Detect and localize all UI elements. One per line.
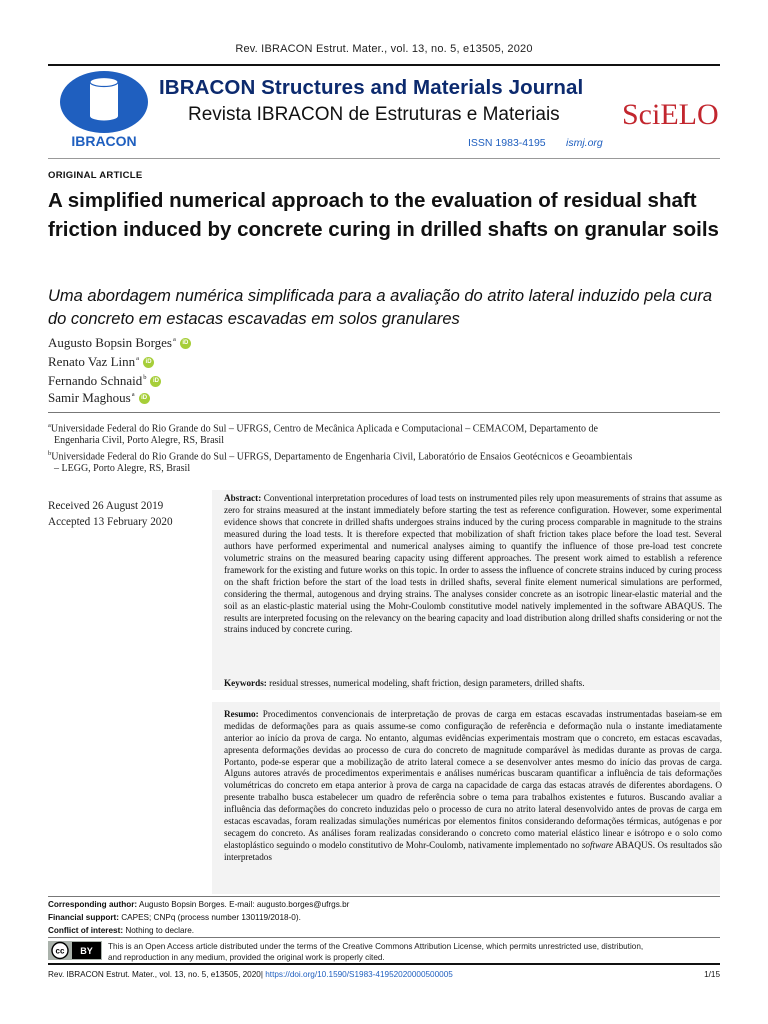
creative-commons-icon[interactable] (48, 941, 102, 960)
conflict-note (48, 926, 194, 935)
author-name[interactable]: Augusto Bopsin Borges (48, 335, 172, 350)
affiliation-mark: a (48, 422, 51, 429)
funding-note (48, 913, 301, 922)
header-rule (48, 64, 720, 66)
funding-text: CAPES; CNPq (process number 130119/2018-0). (121, 913, 301, 922)
author-name[interactable]: Renato Vaz Linn (48, 354, 136, 369)
journal-title: IBRACON Structures and Materials Journal (159, 76, 584, 99)
resumo-text: Procedimentos convencionais de interpretação de provas de carga em estacas escavadas instrumentadas baseiam-se em medidas de deformações para as quais assume-se como configuração de referência e deformação nula o instante imediatamente anterior ao início da prova de carga. No entanto, algumas evidências experimentais mostram que o concreto, em estacas escavadas, apresenta deformações devidas ao processo de cura do concreto de magnitude comparável às medidas durante as provas de carga. Portanto, pode-se esperar que a mobilização de atrito lateral comece a se desenvolver antes mesmo do início das provas de carga. Alguns autores através de procedimentos experimentais e análises numéricas buscaram quantificar a influência de tais deformações volumétricas do concreto em etapa anterior à prova de carga na capacidade de carga das estacas através de diferentes abordagens. O presente trabalho busca estabelecer um quadro de referência sobre o tema para trabalhos existentes e futuros. Buscando avaliar a influência das deformações do concreto induzidas pelo o processo de cura no atrito lateral desenvolvido antes de provas de carga em estacas escavadas, foram realizadas simulações numéricas por elementos finitos considerando deformações térmicas, autógenas e por secagem do concreto. As análises foram realizadas considerando o concreto como material elástico linear e isótropo e o solo como elastoplástico seguindo o modelo constitutivo de Mohr-Coulomb, nativamente implementado no (224, 709, 722, 850)
resumo (224, 709, 722, 895)
resumo-italic-word: software (581, 839, 614, 850)
notes-rule (48, 896, 720, 897)
abstract (224, 493, 722, 636)
journal-url-link[interactable]: ismj.org (566, 137, 603, 149)
journal-subtitle: Revista IBRACON de Estruturas e Materiais (188, 104, 560, 125)
orcid-icon[interactable]: iD (143, 357, 154, 368)
resumo-text-end: ABAQUS. Os resultados são interpretados (224, 839, 722, 862)
funding-label: Financial support: (48, 913, 119, 922)
affiliation-text: Universidade Federal do Rio Grande do Sul – UFRGS, Centro de Mecânica Aplicada e Computacional – CEMACOM, Departamento de (50, 423, 598, 435)
conflict-text: Nothing to declare. (125, 926, 195, 935)
affiliation-text: Universidade Federal do Rio Grande do Sul – UFRGS, Departamento de Engenharia Civil, Laboratório de Ensaios Geotécnicos e Geoambientais (51, 451, 633, 463)
affiliation-text: – LEGG, Porto Alegre, RS, Brasil (54, 463, 191, 475)
by-logo-text: BY (80, 946, 93, 956)
article-dates (48, 498, 173, 530)
keywords (224, 678, 722, 688)
accepted-date: Accepted 13 February 2020 (48, 516, 173, 528)
author-name[interactable]: Samir Maghous (48, 390, 131, 405)
doi-link[interactable]: https://doi.org/10.1590/S1983-41952020000500005 (265, 970, 453, 979)
author-name[interactable]: Fernando Schnaid (48, 373, 143, 388)
author (48, 335, 191, 351)
corresponding-label: Corresponding author: (48, 900, 138, 909)
orcid-icon[interactable]: iD (139, 393, 150, 404)
footer-rule (48, 963, 720, 965)
license-text (108, 941, 720, 963)
abstract-label: Abstract: (224, 493, 262, 503)
corresponding-author-note (48, 900, 349, 909)
author-affiliation-mark: b (143, 373, 147, 381)
affiliation (48, 420, 720, 447)
article-title: A simplified numerical approach to the evaluation of residual shaft friction induced by concrete curing in drilled shafts on granular soils (48, 189, 719, 241)
running-header: Rev. IBRACON Estrut. Mater., vol. 13, no. 5, e13505, 2020 (235, 43, 533, 55)
issn: ISSN 1983-4195 (468, 137, 546, 149)
keywords-text: residual stresses, numerical modeling, shaft friction, design parameters, drilled shafts. (269, 678, 585, 688)
page-number: 1/15 (704, 970, 720, 979)
author-affiliation-mark: a (136, 354, 140, 362)
received-date: Received 26 August 2019 (48, 500, 164, 512)
keywords-label: Keywords: (224, 678, 267, 688)
author (48, 373, 161, 389)
corresponding-text[interactable]: Augusto Bopsin Borges. E-mail: augusto.borges@ufrgs.br (138, 900, 350, 909)
cc-logo-text: cc (55, 946, 65, 956)
ibracon-logo-text: IBRACON (71, 133, 137, 149)
author (48, 390, 150, 406)
license-line: and reproduction in any medium, provided the original work is properly cited. (108, 953, 385, 962)
resumo-label: Resumo: (224, 709, 259, 719)
scielo-logo (620, 88, 720, 138)
footer-citation-text: Rev. IBRACON Estrut. Mater., vol. 13, no. 5, e13505, 2020| (48, 970, 263, 979)
author-affiliation-mark: a (131, 390, 135, 398)
scielo-logo-text: SciELO (622, 98, 719, 131)
conflict-label: Conflict of interest: (48, 926, 124, 935)
abstract-text: Conventional interpretation procedures of load tests on instrumented piles rely upon measurements of strains that assume as zero for strains measured at the instant immediately before starting the test as reference configuration. However, some experimental evidence shows that concrete in drilled shafts undergoes strains induced by the curing process comparable in magnitude to the strains measured during the load tests. It is therefore expected that mobilization of shaft friction takes place before the load test. Several authors have performed experimental and numerical analyses aiming to quantify the influence of those pre-load test concrete volumetric strains on the measured bearing capacity using different approaches. The present work aimed to establish a reference framework for the existing and future works on this topic. In order to assess the influence of concrete strains induced by curing process on the shaft friction before the start of the load tests in drilled shafts, several finite element numerical simulations are performed, considering the thermal, autogenous and drying strains. The analyses consider concrete as an isotropic linear-elastic material and the soil as an elastic-plastic material using the Mohr-Coulomb constitutive model natively implemented in the software ABAQUS. The results are interpreted focusing on the relevancy on the bearing capacity and load distribution along drilled shafts considering or not the strains induced by concrete curing. (224, 493, 723, 635)
ibracon-logo (58, 70, 150, 150)
footer-citation (48, 970, 453, 979)
article-type: ORIGINAL ARTICLE (48, 170, 143, 181)
author (48, 354, 154, 370)
affiliation-text: Engenharia Civil, Porto Alegre, RS, Brasil (54, 435, 224, 447)
license-line: This is an Open Access article distributed under the terms of the Creative Commons Attribution License, which permits unrestricted use, distribution, (108, 942, 644, 951)
affiliation-mark: b (48, 450, 52, 457)
affiliation-rule (48, 412, 720, 413)
orcid-icon[interactable]: iD (180, 338, 191, 349)
author-affiliation-mark: a (173, 335, 176, 343)
masthead-rule (48, 158, 720, 159)
article-title-portuguese: Uma abordagem numérica simplificada para a avaliação do atrito lateral induzido pela cura do concreto em estacas escavadas em solos granulares (48, 287, 713, 328)
orcid-icon[interactable]: iD (150, 376, 161, 387)
affiliation (48, 448, 720, 475)
license-rule (48, 937, 720, 938)
